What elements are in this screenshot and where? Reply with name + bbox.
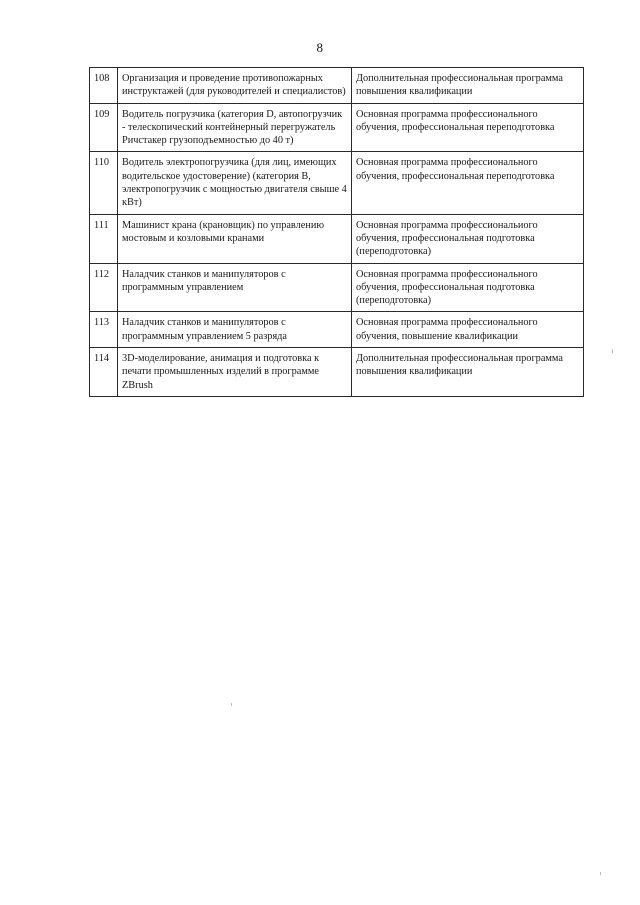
row-number: 108	[90, 68, 118, 104]
table-row	[90, 103, 584, 152]
program-name: Водитель электропогрузчика (для лиц, имеющих водительское удостоверение) (категория В, электропогрузчик с мощностью двигателя свыше 4 кВт)	[118, 152, 352, 214]
page-number: 8	[316, 40, 324, 55]
program-type: Основная программа профессиональиого обучения, профессиональная подготовка (переподготовка)	[352, 214, 584, 263]
program-type: Дополнительная профессиональная программа повышения квалификации	[352, 68, 584, 104]
program-name: Наладчик станков и манипуляторов с программным управлением	[118, 263, 352, 312]
scan-speck	[612, 349, 613, 353]
table-row	[90, 312, 584, 348]
program-type: Дополнительная профессиональная программа повышения квалификации	[352, 348, 584, 397]
program-name: Машинист крана (крановщик) по управлению мостовым и козловыми кранами	[118, 214, 352, 263]
program-name: Организация и проведение противопожарных инструктажей (для руководителей и специалистов)	[118, 68, 352, 104]
program-type: Основная программа профессионального обучения, профессиональная переподготовка	[352, 152, 584, 214]
table-row	[90, 152, 584, 214]
row-number: 111	[90, 214, 118, 263]
row-number: 112	[90, 263, 118, 312]
table-row	[90, 263, 584, 312]
program-type: Основная программа профессионального обучения, повышение квалификации	[352, 312, 584, 348]
table-row	[90, 68, 584, 104]
program-name: Водитель погрузчика (категория D, автопогрузчик - телескопический контейнерный перегружатель Ричстакер грузоподъемностью до 40 т)	[118, 103, 352, 152]
table-row	[90, 348, 584, 397]
scan-speck	[600, 872, 601, 875]
row-number: 113	[90, 312, 118, 348]
program-type: Основная программа профессионального обучения, профессиональная подготовка (переподготовка)	[352, 263, 584, 312]
row-number: 109	[90, 103, 118, 152]
program-name: 3D-моделирование, анимация и подготовка к печати промышленных изделий в программе ZBrush	[118, 348, 352, 397]
program-name: Наладчик станков и манипуляторов с программным управлением 5 разряда	[118, 312, 352, 348]
row-number: 114	[90, 348, 118, 397]
table-row	[90, 214, 584, 263]
programs-table	[89, 67, 584, 397]
program-type: Основная программа профессионального обучения, профессиональная переподготовка	[352, 103, 584, 152]
row-number: 110	[90, 152, 118, 214]
scan-speck	[231, 703, 232, 706]
